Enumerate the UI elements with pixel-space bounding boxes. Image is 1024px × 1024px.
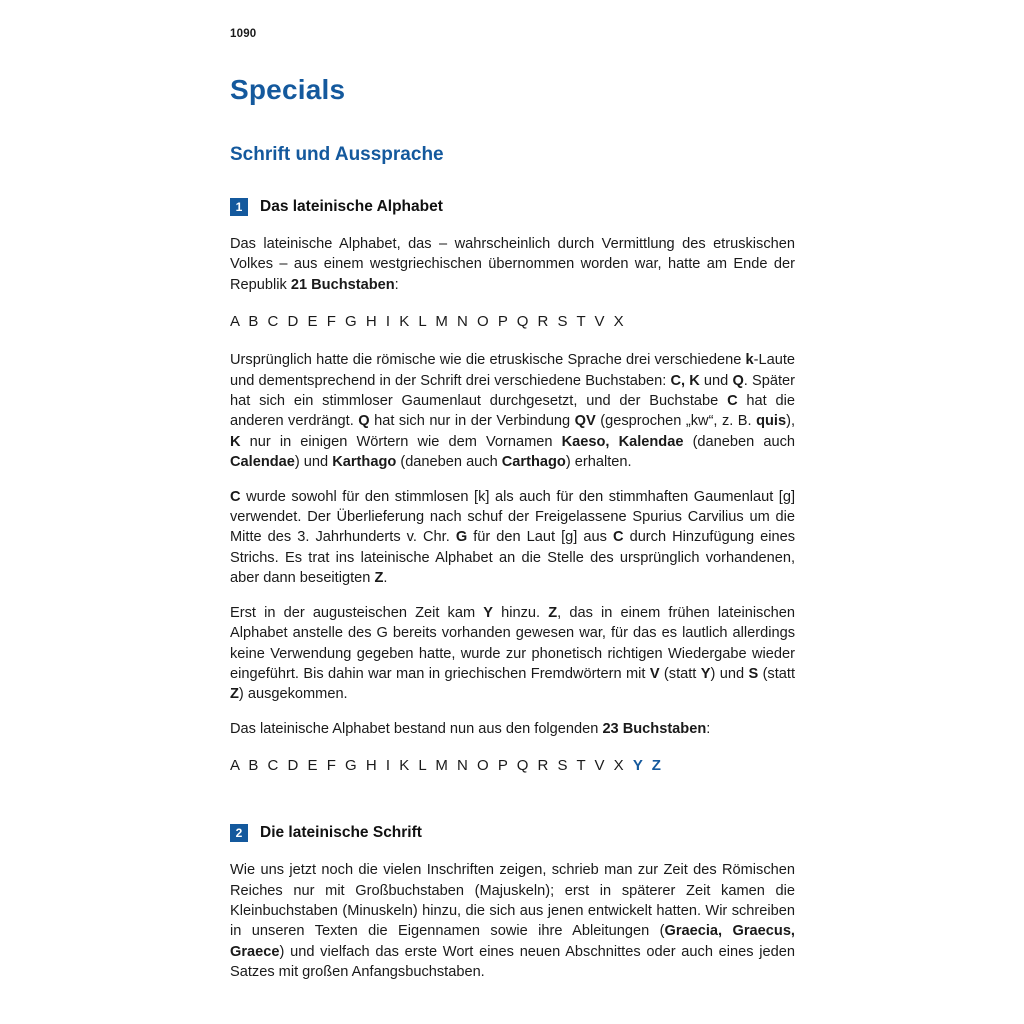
paragraph-lateinische-schrift: Wie uns jetzt noch die vielen Inschriften zeigen, schrieb man zur Zeit des Römischen Reiches nur mit Großbuchstaben (Majuskeln); erst in späterer Zeit kamen die Kleinbuchstaben (Minuskeln) hinzu, die sich aus jenen entwickelt hatten. Wir schreiben in unseren Texten die Eigennamen sowie ihre Ableitungen (Graecia, Graecus, Graece) und vielfach das erste Wort eines neuen Abschnittes oder auch eines jeden Satzes mit großen Anfangsbuchstaben. — [230, 862, 795, 981]
section-2-title: Die lateinische Schrift — [260, 824, 422, 842]
alphabet-23-letters: A B C D E F G H I K L M N O P Q R S T V X Y Z — [230, 757, 662, 775]
paragraph-c-und-g: C wurde sowohl für den stimmlosen [k] als auch für den stimmhaften Gaumenlaut [g] verwendet. Der Überlieferung nach schuf der Freigelassene Spurius Carvilius um die Mitte des 3. Jahrhunderts v. Chr. G für den Laut [g] aus C durch Hinzufügung eines Strichs. Es trat ins lateinische Alphabet an die Stelle des ursprünglich vorhandenen, aber dann beseitigten Z. — [230, 488, 796, 587]
paragraph-y-und-z: Erst in der augusteischen Zeit kam Y hinzu. Z, das in einem frühen lateinischen Alphabet anstelle des G bereits vorhanden gewesen war, für das es lautlich allerdings keine Verwendung gegeben hatte, wurde zur phonetisch richtigen Wiedergabe wieder eingeführt. Bis dahin war man in griechischen Fremdwörtern mit V (statt Y) und S (statt Z) ausgekommen. — [230, 604, 796, 703]
section-1-title: Das lateinische Alphabet — [260, 198, 443, 215]
section-2-number-badge: 2 — [230, 824, 248, 842]
paragraph-k-laute: Ursprünglich hatte die römische wie die etruskische Sprache drei verschiedene k-Laute und dementsprechend in der Schrift drei verschiedene Buchstaben: C, K und Q. Später hat sich ein stimmloser Gaumenlaut durchgesetzt, und der Buchstabe C hat die anderen verdrängt. Q hat sich nur in der Verbindung QV (gesprochen „kw“, z. B. quis), K nur in einigen Wörtern wie dem Vornamen Kaeso, Kalendae (daneben auch Calendae) und Karthago (daneben auch Carthago) erhalten. — [230, 352, 796, 471]
page-title: Specials — [230, 74, 346, 105]
section-2 — [230, 824, 795, 982]
section-1-number-badge: 1 — [230, 198, 248, 216]
section-1-heading — [230, 198, 795, 216]
chapter-heading: Schrift und Aussprache — [230, 144, 444, 165]
paragraph-alphabet-intro: Das lateinische Alphabet, das – wahrscheinlich durch Vermittlung des etruskischen Volkes – aus einem westgriechischen übernommen worden war, hatte am Ende der Republik 21 Buchstaben: — [230, 236, 795, 293]
paragraph-23-buchstaben-intro: Das lateinische Alphabet bestand nun aus den folgenden 23 Buchstaben: — [230, 720, 711, 737]
page-number: 1090 — [230, 28, 257, 40]
alphabet-21-letters: A B C D E F G H I K L M N O P Q R S T V X — [230, 313, 625, 331]
section-2-heading — [230, 824, 795, 842]
section-1 — [230, 198, 795, 776]
